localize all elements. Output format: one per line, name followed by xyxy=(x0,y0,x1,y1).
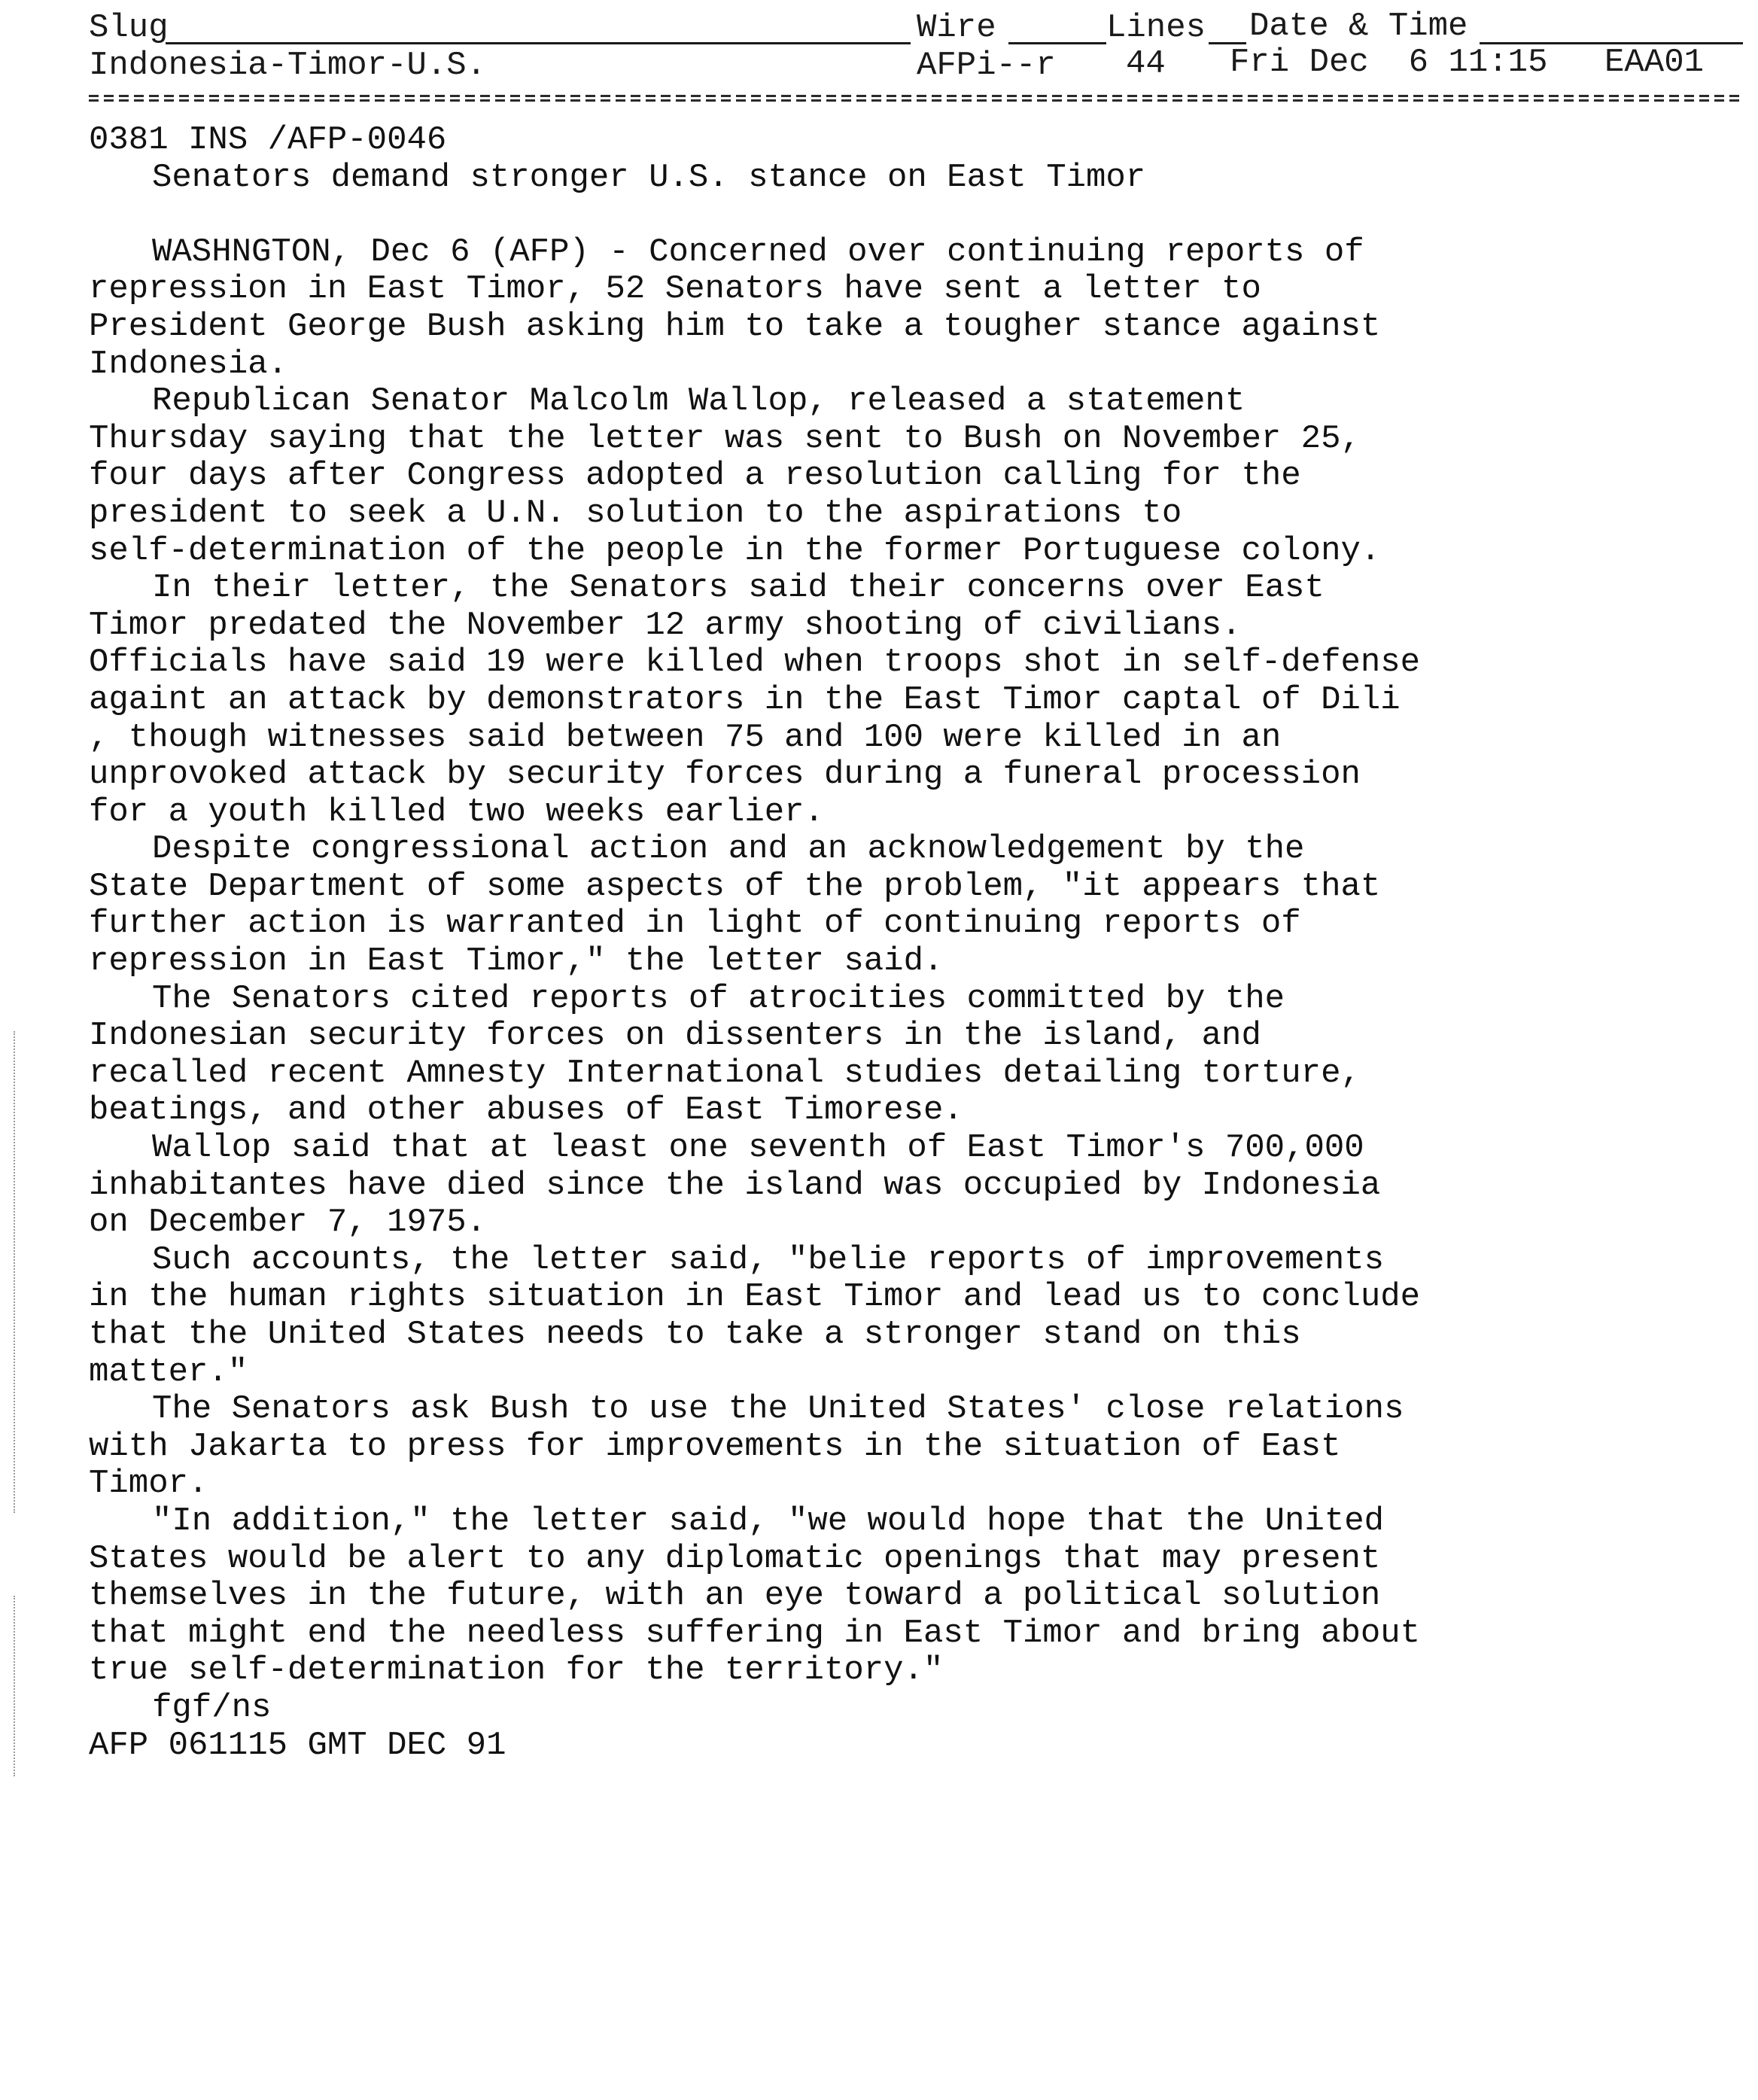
paragraph-line: Thursday saying that the letter was sent to Bush on November 25, xyxy=(89,419,1361,458)
story-id-line: 0381 INS /AFP-0046 xyxy=(89,121,447,159)
headline: Senators demand stronger U.S. stance on East Timor xyxy=(152,158,1146,196)
signoff: fgf/ns xyxy=(152,1688,272,1727)
paragraph-line: Officials have said 19 were killed when troops shot in self-defense xyxy=(89,644,1421,682)
paragraph-line: in the human rights situation in East Timor and lead us to conclude xyxy=(89,1278,1421,1316)
paragraph-line: Indonesia. xyxy=(89,345,288,383)
paragraph-line: The Senators ask Bush to use the United States' close relations xyxy=(152,1390,1404,1429)
paragraph xyxy=(89,831,1707,980)
lines-label: Lines xyxy=(1106,9,1206,47)
paragraph-line: In their letter, the Senators said their concerns over East xyxy=(152,569,1325,607)
paragraph-line: that might end the needless suffering in East Timor and bring about xyxy=(89,1614,1421,1652)
paragraph-line: Wallop said that at least one seventh of East Timor's 700,000 xyxy=(152,1129,1364,1167)
paragraph xyxy=(89,1391,1707,1503)
paragraph-line: for a youth killed two weeks earlier. xyxy=(89,793,824,831)
spacer xyxy=(89,196,1707,234)
paragraph-line: repression in East Timor," the letter said. xyxy=(89,942,944,981)
paragraph-line: that the United States needs to take a stronger stand on this xyxy=(89,1316,1301,1353)
paragraph-line: repression in East Timor, 52 Senators have sent a letter to xyxy=(89,270,1261,309)
paragraph-line: Timor predated the November 12 army shooting of civilians. xyxy=(89,606,1242,644)
paragraph xyxy=(89,383,1707,570)
wire-label: Wire xyxy=(917,9,996,47)
paragraph-line: self-determination of the people in the former Portuguese colony. xyxy=(89,531,1381,570)
lines-value: 44 xyxy=(1126,45,1166,83)
wire-underline xyxy=(1008,42,1106,44)
paragraph-line: president to seek a U.N. solution to the aspirations to xyxy=(89,494,1182,532)
datetime-value: Fri Dec 6 11:15 xyxy=(1230,44,1548,81)
slug-underline xyxy=(166,42,911,44)
transmission-timestamp: AFP 061115 GMT DEC 91 xyxy=(89,1726,506,1764)
paragraph-line: againt an attack by demonstrators in the East Timor captal of Dili xyxy=(89,680,1401,719)
paragraph-line: Such accounts, the letter said, "belie reports of improvements xyxy=(152,1240,1385,1279)
paragraph-line: States would be alert to any diplomatic openings that may present xyxy=(89,1539,1381,1578)
paragraph-line: themselves in the future, with an eye toward a political solution xyxy=(89,1577,1381,1615)
paragraph xyxy=(89,1242,1707,1391)
paragraph-line: matter." xyxy=(89,1353,248,1391)
paragraph-line: unprovoked attack by security forces during a funeral procession xyxy=(89,756,1361,794)
paragraph-line: Timor. xyxy=(89,1465,208,1503)
paragraph-line: Despite congressional action and an acknowledgement by the xyxy=(152,830,1305,869)
paragraph xyxy=(89,234,1707,383)
paragraph-line: Republican Senator Malcolm Wallop, released a statement xyxy=(152,382,1246,421)
paragraph-line: , though witnesses said between 75 and 100 were killed in an xyxy=(89,718,1282,756)
paragraph xyxy=(89,981,1707,1130)
wire-value: AFPi--r xyxy=(917,47,1056,84)
paragraph-line: inhabitantes have died since the island was occupied by Indonesia xyxy=(89,1166,1381,1204)
paragraph-line: four days after Congress adopted a resolution calling for the xyxy=(89,457,1301,495)
scan-artifact xyxy=(14,1031,15,1513)
paragraph-line: President George Bush asking him to take a tougher stance against xyxy=(89,307,1381,345)
paragraph xyxy=(89,1130,1707,1242)
paragraph xyxy=(89,570,1707,831)
header-separator xyxy=(89,95,1744,102)
paragraph-line: further action is warranted in light of continuing reports of xyxy=(89,905,1301,943)
paragraph-line: "In addition," the letter said, "we would hope that the United xyxy=(152,1502,1385,1540)
datetime-label: Date & Time xyxy=(1249,8,1468,45)
paragraph-line: The Senators cited reports of atrocities committed by the xyxy=(152,979,1285,1018)
paragraph-line: on December 7, 1975. xyxy=(89,1204,487,1242)
scan-artifact xyxy=(14,1596,15,1776)
desk-code: EAA01 xyxy=(1604,44,1705,81)
story-body xyxy=(89,122,1707,1764)
paragraph xyxy=(89,1503,1707,1690)
paragraph-line: State Department of some aspects of the problem, "it appears that xyxy=(89,867,1381,905)
paragraph-line: beatings, and other abuses of East Timorese. xyxy=(89,1091,963,1130)
slug-value: Indonesia-Timor-U.S. xyxy=(89,47,487,84)
paragraph-line: with Jakarta to press for improvements in the situation of East xyxy=(89,1427,1341,1465)
paragraph-line: WASHNGTON, Dec 6 (AFP) - Concerned over continuing reports of xyxy=(152,233,1364,271)
paragraph-line: true self-determination for the territory." xyxy=(89,1651,944,1690)
paragraph-line: recalled recent Amnesty International studies detailing torture, xyxy=(89,1054,1361,1092)
paragraph-line: Indonesian security forces on dissenters in the island, and xyxy=(89,1017,1261,1055)
slug-label: Slug xyxy=(89,9,169,47)
